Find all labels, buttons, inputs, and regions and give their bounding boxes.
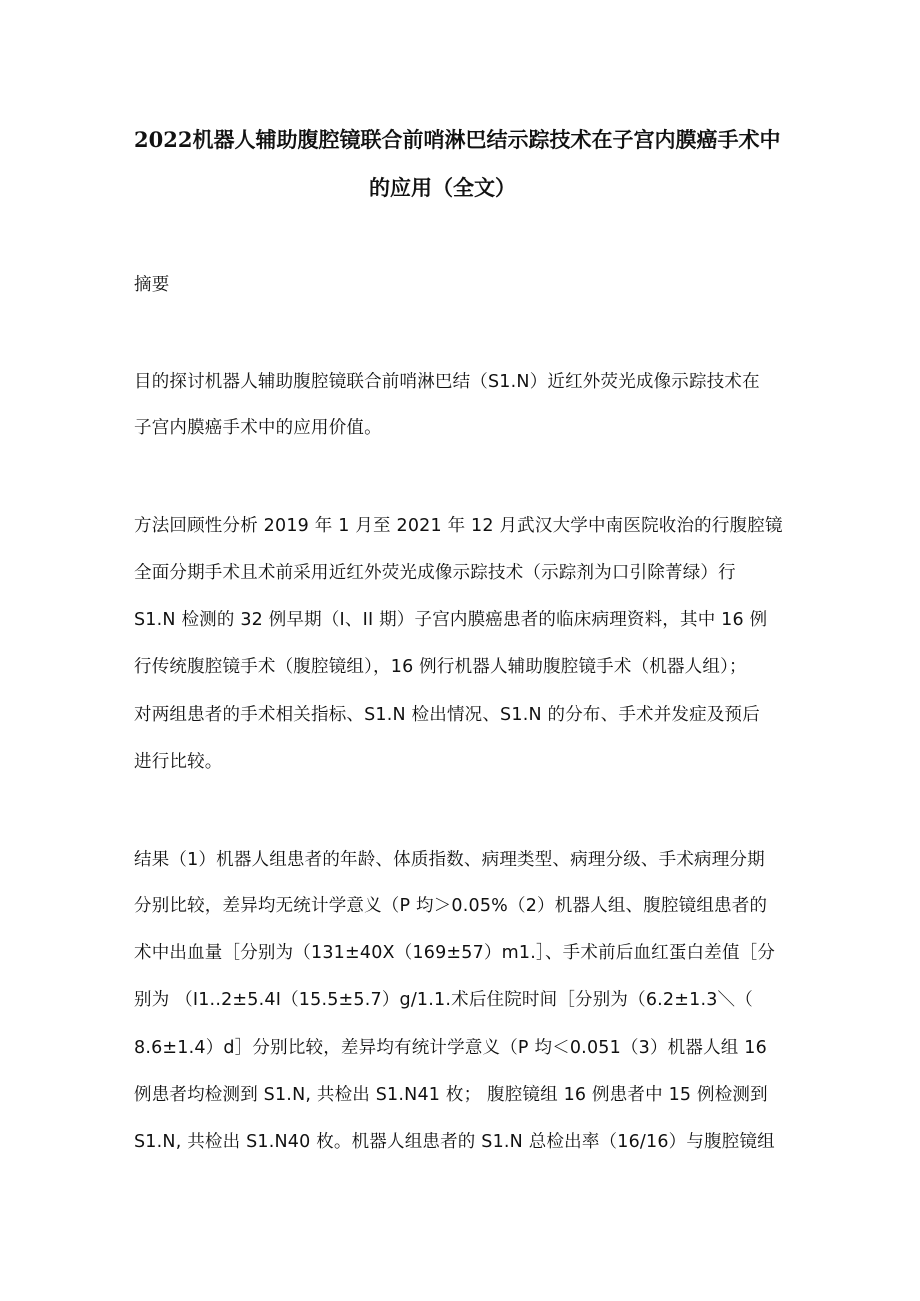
- methods-line: 全面分期手术且术前采用近红外荧光成像示踪技术（示踪剂为口引除菁绿）行: [134, 563, 736, 583]
- results-line: 结果（1）机器人组患者的年龄、体质指数、病理类型、病理分级、手术病理分期: [134, 850, 765, 870]
- methods-line: S1.N 检测的 32 例早期（I、II 期）子宫内膜癌患者的临床病理资料，其中 16 例: [134, 610, 768, 630]
- methods-line: 方法回顾性分析 2019 年 1 月至 2021 年 12 月武汉大学中南医院收治的行腹腔镜: [134, 516, 783, 536]
- methods-line: 对两组患者的手术相关指标、S1.N 检出情况、S1.N 的分布、手术并发症及预后: [134, 705, 760, 725]
- title-line-2: 的应用（全文）: [369, 175, 516, 200]
- abstract-heading: 摘要: [134, 275, 170, 295]
- methods-line: 进行比较。: [134, 752, 223, 772]
- results-line: 分别比较，差异均无统计学意义（P 均＞0.05%（2）机器人组、腹腔镜组患者的: [134, 896, 768, 916]
- results-line: S1.N, 共检出 S1.N40 枚。机器人组患者的 S1.N 总检出率（16/16）与腹腔镜组: [134, 1132, 775, 1152]
- objective-line: 子宫内膜癌手术中的应用价值。: [134, 418, 382, 438]
- results-line: 术中出血量［分别为（131±40X（169±57）m1.］、手术前后血红蛋白差值［分: [134, 943, 776, 963]
- objective-line: 目的探讨机器人辅助腹腔镜联合前哨淋巴结（S1.N）近红外荧光成像示踪技术在: [134, 372, 760, 392]
- results-line: 例患者均检测到 S1.N, 共检出 S1.N41 枚； 腹腔镜组 16 例患者中 15 例检测到: [134, 1085, 768, 1105]
- results-line: 别为 （I1..2±5.4I（15.5±5.7）g/1.1.术后住院时间［分别为（6.2±1.3＼（: [134, 990, 753, 1010]
- methods-line: 行传统腹腔镜手术（腹腔镜组），16 例行机器人辅助腹腔镜手术（机器人组）；: [134, 657, 747, 677]
- results-line: 8.6±1.4）d］分别比较，差异均有统计学意义（P 均＜0.051（3）机器人组 16: [134, 1038, 767, 1058]
- title-line-1: 2022机器人辅助腹腔镜联合前哨淋巴结示踪技术在子宫内膜癌手术中: [134, 127, 781, 152]
